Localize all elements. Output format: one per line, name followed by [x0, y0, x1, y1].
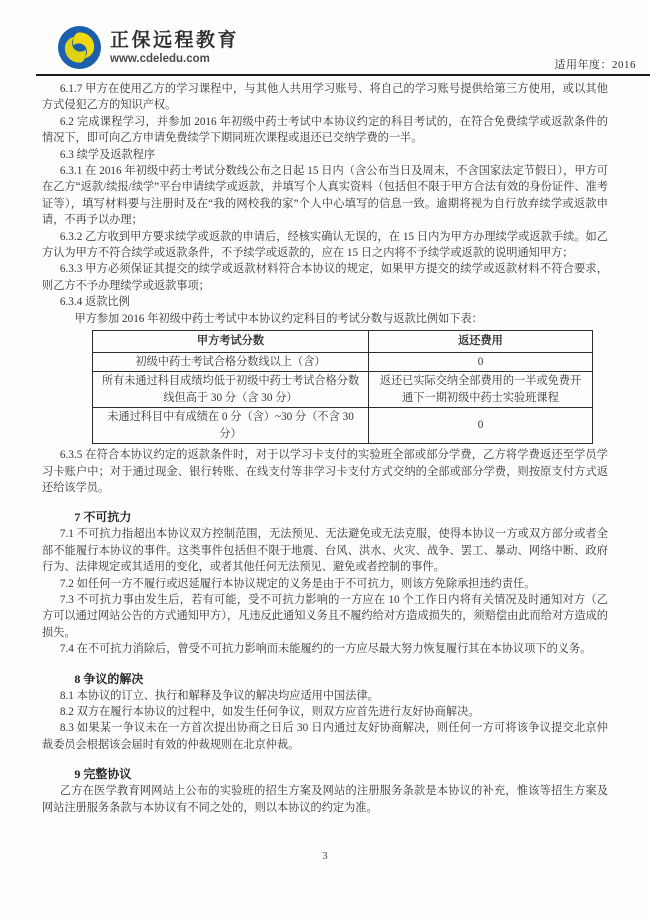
header-divider [36, 74, 650, 76]
table-cell: 0 [369, 352, 593, 372]
refund-ratio-table [92, 330, 593, 444]
paragraph: 6.2 完成课程学习，并参加 2016 年初级中药士考试中本协议约定的科目考试的，在符合免费续学或返款条件的情况下，即可向乙方申请免费续学下期同班次课程或退还已交纳学费的一半。 [42, 115, 608, 145]
paragraph: 6.3.2 乙方收到甲方要求续学或返款的申请后，经核实确认无误的，在 15 日内为甲方办理续学或返款手续。如乙方认为甲方不符合续学或返款条件，不予续学或返款的，应在 15 日之内将不予续学或返款的说明通知甲方； [42, 230, 608, 260]
section-heading: 8 争议的解决 [74, 671, 144, 686]
paragraph: 6.3.4 返款比例 [59, 296, 130, 309]
paragraph: 6.3.5 在符合本协议约定的返款条件时，对于以学习卡支付的实验班全部或部分学费，乙方将学费返还至学员学习卡账户中；对于通过现金、银行转账、在线支付等非学习卡支付方式交纳的全部或部分学费，则按原支付方式返还给该学员。 [42, 449, 608, 494]
paragraph: 甲方参加 2016 年初级中药士考试中本协议约定科目的考试分数与返款比例如下表： [74, 312, 483, 325]
paragraph: 7.2 如任何一方不履行或迟延履行本协议规定的义务是由于不可抗力，则该方免除承担违约责任。 [59, 577, 536, 590]
brand-name: 正保远程教育 [110, 29, 240, 51]
table-row [93, 372, 593, 408]
table-header-row [93, 331, 593, 353]
section-heading: 7 不可抗力 [74, 510, 132, 525]
page-number: 3 [322, 851, 328, 862]
table-header-cell: 返还费用 [369, 331, 593, 353]
paragraph: 6.1.7 甲方在使用乙方的学习课程中，与其他人共用学习账号、将自己的学习账号提供给第三方使用，或以其他方式侵犯乙方的知识产权。 [42, 83, 608, 112]
brand [58, 26, 239, 69]
paragraph: 8.1 本协议的订立、执行和解释及争议的解决均应适用中国法律。 [59, 689, 379, 702]
page-header [0, 24, 650, 72]
table-row [93, 352, 593, 372]
table-cell: 0 [369, 408, 593, 444]
table-cell: 初级中药士考试合格分数线以上（含） [93, 352, 369, 372]
brand-text [110, 30, 239, 66]
paragraph: 7.4 在不可抗力消除后，曾受不可抗力影响而未能履约的一方应尽最大努力恢复履行其在本协议项下的义务。 [59, 643, 592, 656]
paragraph: 8.2 双方在履行本协议的过程中，如发生任何争议，则双方应首先进行友好协商解决。 [59, 705, 480, 718]
table-row [93, 408, 593, 444]
section-heading: 9 完整协议 [74, 767, 132, 782]
table-header-cell: 甲方考试分数 [93, 331, 369, 353]
paragraph: 乙方在医学教育网网站上公布的实验班的招生方案及网站的注册服务条款是本协议的补充，惟该等招生方案及网站注册服务条款与本协议有不同之处的，则以本协议的约定为准。 [42, 785, 608, 814]
paragraph: 6.3.1 在 2016 年初级中药士考试分数线公布之日起 15 日内（含公布当日及周末，不含国家法定节假日），甲方可在乙方“返款/续报/续学”平台申请续学或返款，并填写个人真实资料（包括但不限于甲方合法有效的身份证件、准考证等），填写材料要与注册时及在“我的网校我的家”个人中心填写的信息一致。逾期将视为自行放弃续学或返款申请，不再予以办理； [42, 165, 608, 227]
table-cell: 未通过科目中有成绩在 0 分（含）~30 分（不含 30 分） [93, 408, 369, 444]
table-cell: 所有未通过科目成绩均低于初级中药士考试合格分数线但高于 30 分（含 30 分） [93, 372, 369, 408]
brand-url: www.cdeledu.com [110, 52, 210, 65]
paragraph: 7.3 不可抗力事由发生后，若有可能，受不可抗力影响的一方应在 10 个工作日内将有关情况及时通知对方（乙方可以通过网站公告的方式通知甲方），凡违反此通知义务且不履约给对方造成损失的，须赔偿由此而给对方造成的损失。 [42, 593, 608, 639]
paragraph: 8.3 如果某一争议未在一方首次提出协商之日后 30 日内通过友好协商解决，则任何一方可将该争议提交北京仲裁委员会根据该会届时有效的仲裁规则在北京仲裁。 [42, 722, 608, 751]
document-body [42, 81, 608, 816]
applicable-year-label: 适用年度：2016 [554, 59, 636, 71]
table-cell: 返还已实际交纳全部费用的一半或免费开通下一期初级中药士实验班课程 [369, 372, 593, 408]
paragraph: 6.3 续学及返款程序 [59, 148, 156, 161]
paragraph: 7.1 不可抗力指超出本协议双方控制范围，无法预见、无法避免或无法克服，使得本协议一方或双方部分或者全部不能履行本协议的事件。这类事件包括但不限于地震、台风、洪水、火灾、战争、罢工、暴动、网络中断、政府行为、法律规定或其适用的变化，或者其他任何无法预见、避免或者控制的事件。 [42, 528, 608, 574]
paragraph: 6.3.3 甲方必须保证其提交的续学或返款材料符合本协议的规定，如果甲方提交的续学或返款材料不符合要求，则乙方不予办理续学或返款事项； [42, 263, 608, 292]
company-logo-icon [58, 26, 101, 69]
